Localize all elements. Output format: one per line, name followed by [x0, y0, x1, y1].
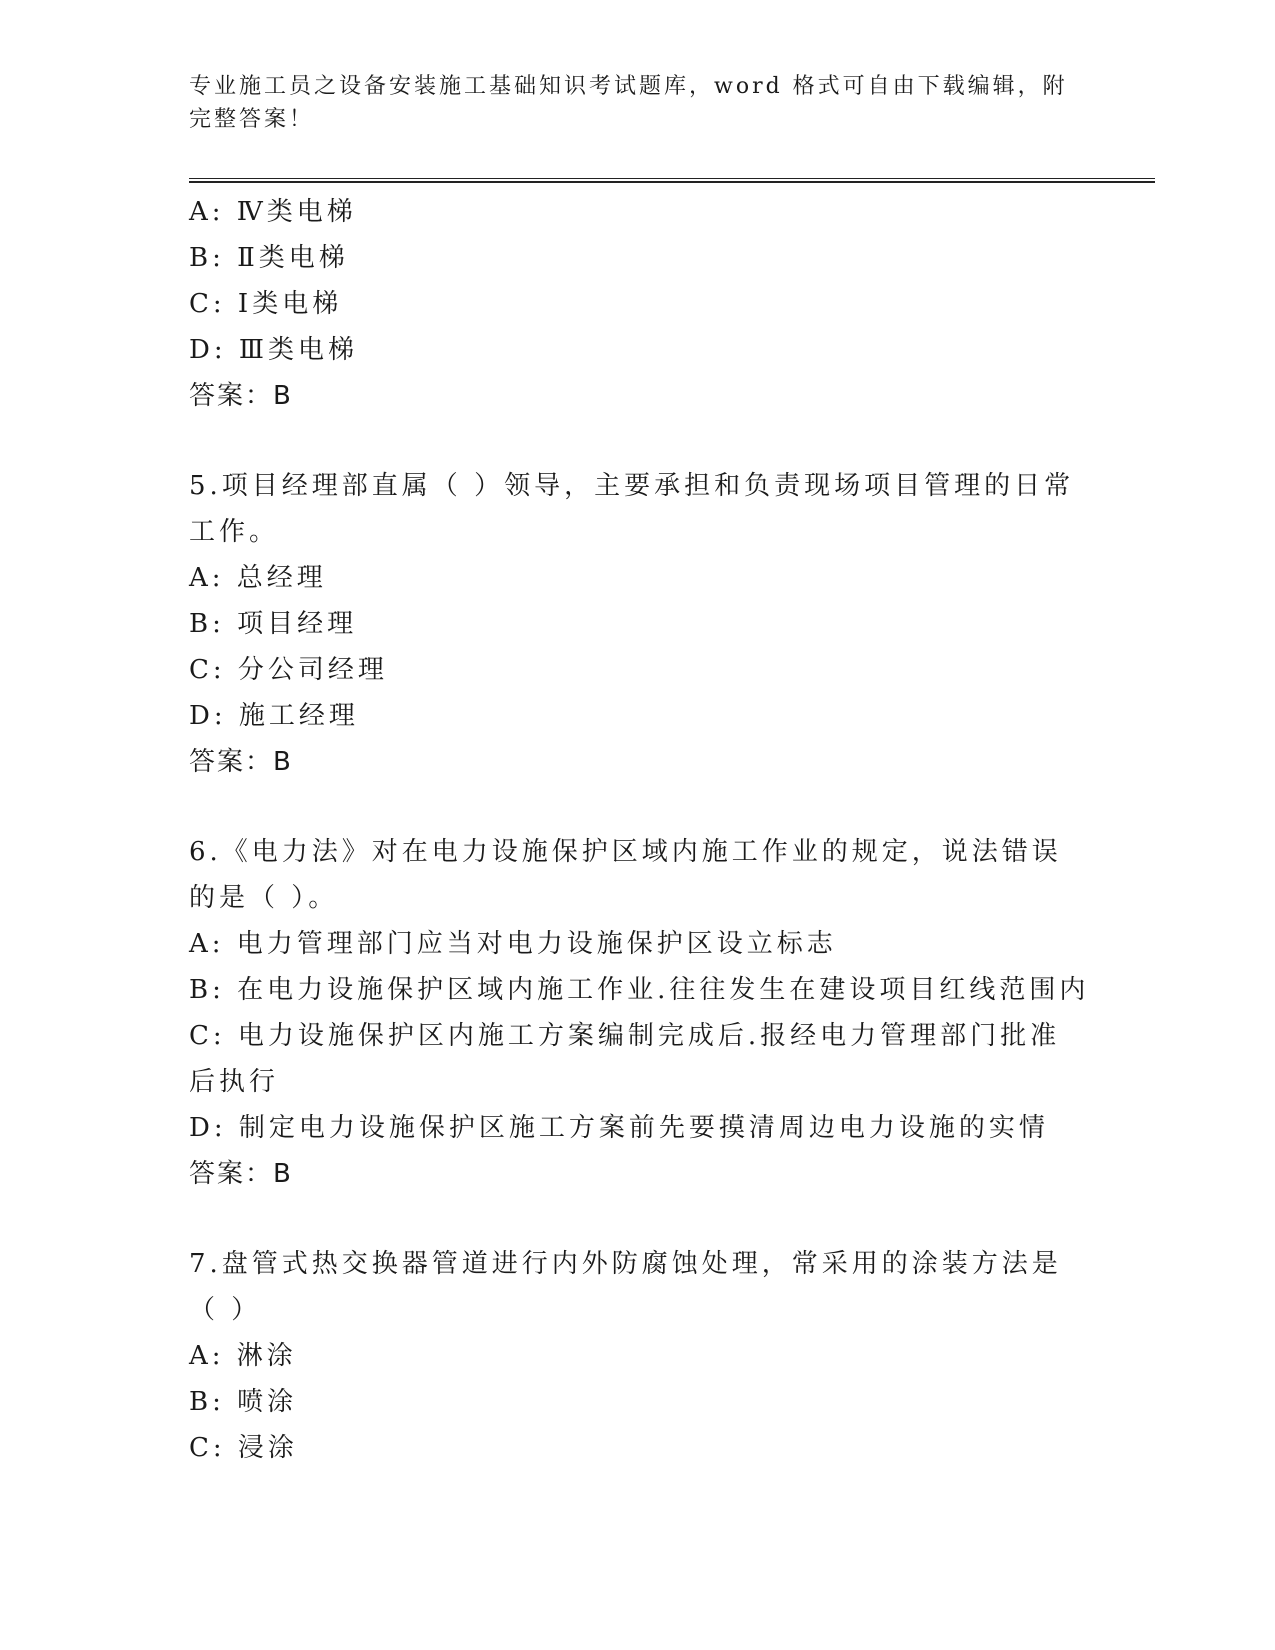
question-text: 6.《电力法》对在电力设施保护区域内施工作业的规定，说法错误的是（ ）。 — [189, 837, 1062, 913]
option-c: C: 浸涂 — [189, 1433, 298, 1463]
question-text: 5.项目经理部直属（ ）领导，主要承担和负责现场项目管理的日常工作。 — [189, 471, 1075, 547]
option-d: D: 施工经理 — [189, 701, 359, 731]
question-text: 7.盘管式热交换器管道进行内外防腐蚀处理，常采用的涂装方法是（ ） — [189, 1249, 1062, 1325]
question-5 — [189, 463, 1089, 785]
question-content — [189, 189, 1089, 1471]
option-c: C: 分公司经理 — [189, 655, 388, 685]
question-6 — [189, 829, 1089, 1197]
option-a: A: 总经理 — [189, 563, 327, 593]
option-b: B: 喷涂 — [189, 1387, 298, 1417]
option-a: A: 电力管理部门应当对电力设施保护区设立标志 — [189, 929, 837, 959]
answer: 答案：B — [189, 747, 293, 777]
header-rule-thick — [189, 181, 1155, 183]
option-b: B: 项目经理 — [189, 609, 358, 639]
answer: 答案：B — [189, 1159, 293, 1189]
question-4-tail — [189, 189, 1089, 419]
option-c: C: Ⅰ类电梯 — [189, 289, 343, 319]
option-b: B: Ⅱ类电梯 — [189, 243, 349, 273]
option-a: A: Ⅳ类电梯 — [189, 197, 357, 227]
option-b: B: 在电力设施保护区域内施工作业.往往发生在建设项目红线范围内 — [189, 975, 1090, 1005]
answer: 答案：B — [189, 381, 293, 411]
question-7 — [189, 1241, 1089, 1471]
option-d: D: Ⅲ类电梯 — [189, 335, 358, 365]
header-rule-thin — [189, 178, 1155, 179]
option-d: D: 制定电力设施保护区施工方案前先要摸清周边电力设施的实情 — [189, 1113, 1049, 1143]
option-a: A: 淋涂 — [189, 1341, 297, 1371]
option-c: C: 电力设施保护区内施工方案编制完成后.报经电力管理部门批准后执行 — [189, 1021, 1061, 1097]
document-header: 专业施工员之设备安装施工基础知识考试题库，word 格式可自由下载编辑，附完整答案！ — [189, 74, 1068, 132]
